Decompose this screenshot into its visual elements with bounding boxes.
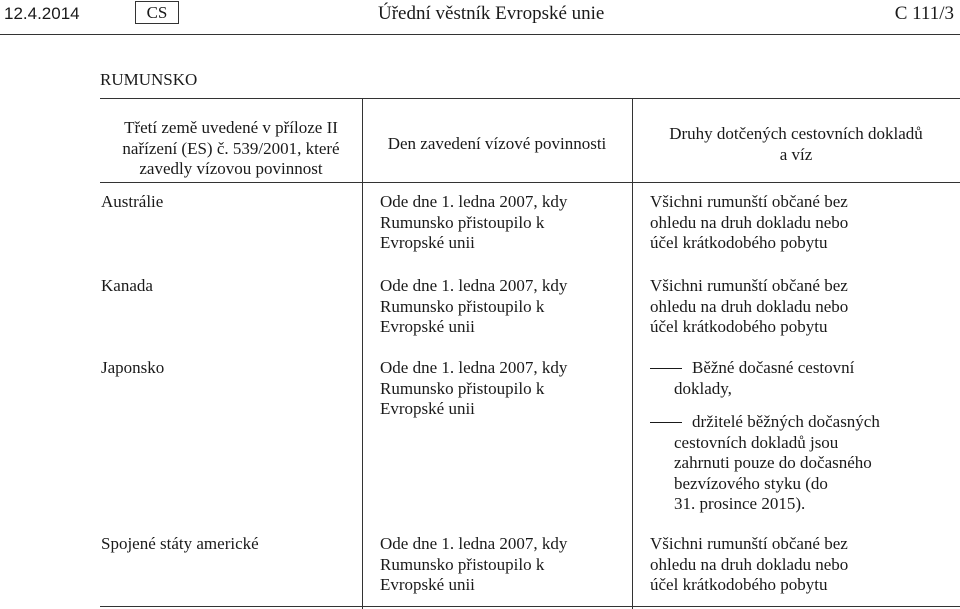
documents-cell — [650, 534, 848, 596]
bullet-line: doklady, — [674, 378, 732, 398]
bullet-line: zahrnuti pouze do dočasného — [674, 453, 872, 472]
cell-line: Evropské unii — [380, 399, 475, 418]
header-line: Den zavedení vízové povinnosti — [387, 134, 607, 153]
dash-bullet — [650, 412, 910, 515]
header-line: a víz — [779, 144, 813, 164]
cell-line: účel krátkodobého pobytu — [650, 233, 828, 252]
cell-line: Ode dne 1. ledna 2007, kdy — [380, 192, 568, 211]
journal-title: Úřední věstník Evropské unie — [378, 3, 605, 24]
cell-line: Rumunsko přistoupilo k — [380, 296, 545, 316]
cell-line: účel krátkodobého pobytu — [650, 575, 828, 594]
cell-line: Evropské unii — [380, 317, 475, 336]
country-cell: Japonsko — [101, 358, 165, 377]
header-line: zavedly vízovou povinnost — [139, 159, 323, 178]
bullet-line: cestovních dokladů jsou — [674, 432, 839, 452]
column-divider — [632, 98, 633, 609]
dash-mark — [650, 422, 682, 423]
cell-line: Rumunsko přistoupilo k — [380, 554, 545, 574]
dash-bullet — [650, 358, 890, 399]
date-cell — [380, 358, 567, 420]
cell-line: Všichni rumunští občané bez — [650, 276, 848, 295]
cell-line: Rumunsko přistoupilo k — [380, 378, 545, 398]
table-top-rule — [100, 98, 960, 99]
section-title: RUMUNSKO — [100, 70, 198, 89]
cell-line: Všichni rumunští občané bez — [650, 534, 848, 553]
bullet-line: bezvízového styku (do — [674, 473, 828, 493]
header-line: nařízení (ES) č. 539/2001, které — [122, 138, 340, 158]
cell-line: Ode dne 1. ledna 2007, kdy — [380, 534, 568, 553]
cell-line: ohledu na druh dokladu nebo — [650, 554, 849, 574]
bullet-line: Běžné dočasné cestovní — [692, 358, 855, 377]
header-line: Třetí země uvedené v příloze II — [124, 118, 338, 137]
column-header-date — [362, 134, 632, 155]
cell-line: Ode dne 1. ledna 2007, kdy — [380, 358, 568, 377]
bullet-line: 31. prosince 2015). — [674, 494, 806, 513]
date-cell — [380, 192, 567, 254]
page-header — [0, 0, 960, 34]
column-divider — [362, 98, 363, 609]
cell-line: účel krátkodobého pobytu — [650, 317, 828, 336]
date-cell — [380, 534, 567, 596]
cell-line: Evropské unii — [380, 575, 475, 594]
documents-cell — [650, 276, 848, 338]
header-line: Druhy dotčených cestovních dokladů — [669, 124, 923, 143]
country-cell: Kanada — [101, 276, 153, 295]
table-bottom-rule — [100, 606, 960, 607]
cell-line: ohledu na druh dokladu nebo — [650, 296, 849, 316]
bullet-line: držitelé běžných dočasných — [692, 412, 880, 431]
header-rule — [0, 34, 960, 35]
country-cell: Spojené státy americké — [101, 534, 259, 553]
dash-mark — [650, 368, 682, 369]
column-header-documents — [632, 124, 960, 165]
cell-line: Všichni rumunští občané bez — [650, 192, 848, 211]
language-code-box: CS — [135, 1, 179, 24]
cell-line: Evropské unii — [380, 233, 475, 252]
column-header-countries — [100, 118, 362, 180]
date-cell — [380, 276, 567, 338]
cell-line: Ode dne 1. ledna 2007, kdy — [380, 276, 568, 295]
cell-line: Rumunsko přistoupilo k — [380, 212, 545, 232]
country-cell: Austrálie — [101, 192, 164, 211]
page-reference: C 111/3 — [894, 3, 954, 24]
documents-cell — [650, 192, 848, 254]
table-header-rule — [100, 182, 960, 183]
cell-line: ohledu na druh dokladu nebo — [650, 212, 849, 232]
publication-date: 12.4.2014 — [4, 4, 80, 23]
